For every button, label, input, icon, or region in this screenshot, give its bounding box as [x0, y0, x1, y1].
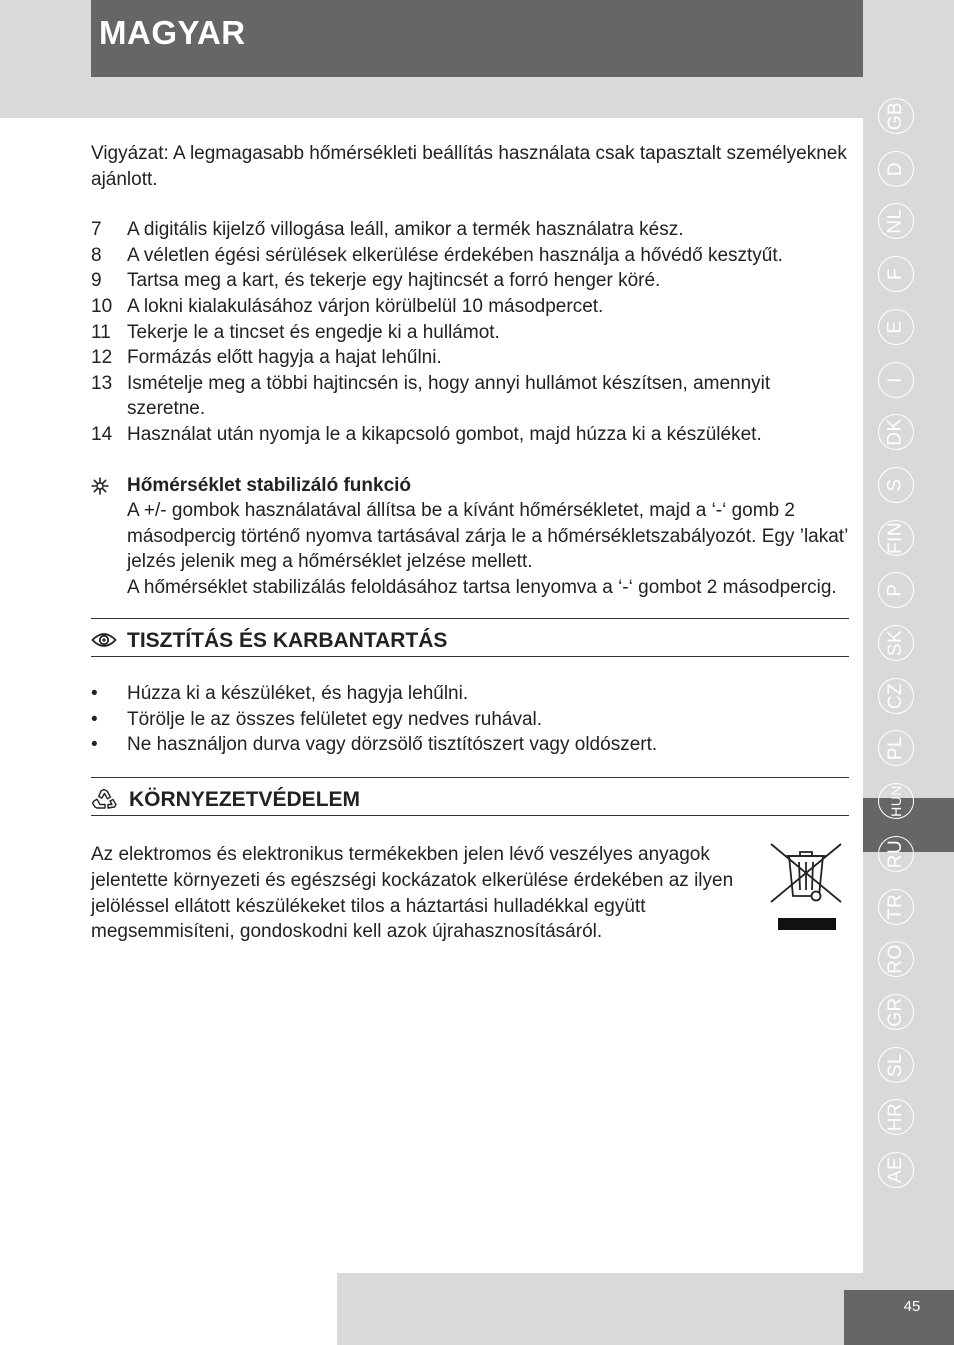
step-text: Formázás előtt hagyja a hajat lehűlni.: [127, 347, 442, 369]
list-item: [91, 268, 849, 294]
tab-cz[interactable]: [878, 678, 914, 714]
steps-list: [91, 217, 849, 447]
tab-label: NL: [884, 208, 906, 235]
list-item: [91, 732, 849, 758]
recycle-icon: [91, 788, 129, 812]
tab-hun[interactable]: [878, 783, 914, 819]
step-number: 10: [91, 295, 113, 317]
environment-text: Az elektromos és elektronikus termékekben jelen lévő veszélyes anyagok jelentette környezeti és egészségi kockázatok elkerülése érdekében az ilyen jelöléssel ellátott készülékeket tilos a háztartási hulladékkal együtt megsemmisíteni, gondoskodni kell azok újrahasznosításáról.: [91, 844, 734, 943]
tab-label: S: [885, 478, 906, 492]
environment-block: [91, 842, 849, 944]
tab-ru[interactable]: [878, 836, 914, 872]
step-number: 13: [91, 372, 113, 394]
tab-label: GR: [885, 997, 906, 1027]
tab-label: RO: [885, 944, 906, 974]
step-number: 14: [91, 423, 113, 445]
page-number: 45: [903, 1298, 921, 1315]
tab-s[interactable]: [878, 467, 914, 503]
feature-block: [91, 473, 849, 601]
tab-d[interactable]: [878, 151, 914, 187]
list-item: [91, 243, 849, 269]
step-number: 11: [91, 321, 111, 343]
tab-dk[interactable]: [878, 414, 914, 450]
list-item: [91, 681, 849, 707]
tab-label: SL: [885, 1052, 906, 1077]
tab-tr[interactable]: [878, 889, 914, 925]
tab-label: D: [884, 161, 906, 176]
tab-label: HUN: [888, 785, 904, 818]
tab-i[interactable]: [878, 362, 914, 398]
step-number: 7: [91, 219, 102, 241]
cleaning-item-text: Törölje le az összes felületet egy nedves ruhával.: [127, 708, 543, 730]
tab-ro[interactable]: [878, 941, 914, 977]
environment-title: KÖRNYEZETVÉDELEM: [129, 787, 361, 811]
tab-label: AE: [884, 1156, 906, 1184]
bullet: •: [91, 683, 98, 705]
list-item: [91, 371, 849, 422]
tab-f[interactable]: [878, 256, 914, 292]
step-text: A digitális kijelző villogása leáll, amikor a termék használatra kész.: [127, 219, 684, 241]
weee-crossed-bin-icon: [769, 842, 843, 942]
bullet: •: [91, 708, 98, 730]
bullet: •: [91, 734, 98, 756]
tab-gr[interactable]: [878, 994, 914, 1030]
list-item: [91, 294, 849, 320]
cleaning-heading: [91, 618, 849, 658]
tab-fin[interactable]: [878, 520, 914, 556]
step-number: 9: [91, 270, 102, 292]
list-item: [91, 707, 849, 733]
feature-title: Hőmérséklet stabilizáló funkció: [127, 474, 412, 496]
tab-label: RU: [884, 839, 906, 869]
step-text: Használat után nyomja le a kikapcsoló gombot, majd húzza ki a készüléket.: [127, 423, 762, 445]
tab-sl[interactable]: [878, 1047, 914, 1083]
step-number: 8: [91, 244, 102, 266]
step-text: Tartsa meg a kart, és tekerje egy hajtincsét a forró henger köré.: [127, 270, 661, 292]
tab-label: PL: [885, 736, 906, 761]
list-item: [91, 422, 849, 448]
tab-label: GB: [884, 101, 906, 131]
cleaning-item-text: Húzza ki a készüléket, és hagyja lehűlni.: [127, 683, 469, 705]
cleaning-item-text: Ne használjon durva vagy dörzsölő tisztítószert vagy oldószert.: [127, 734, 658, 756]
tab-label: SK: [884, 629, 906, 657]
main-content: [91, 141, 849, 945]
tab-label: F: [884, 268, 906, 281]
tab-e[interactable]: [878, 309, 914, 345]
feature-paragraph-2: A hőmérséklet stabilizálás feloldásához tartsa lenyomva a ‘-‘ gombot 2 másodpercig.: [127, 576, 837, 598]
step-text: Ismételje meg a többi hajtincsén is, hogy annyi hullámot készítsen, amennyit szeretne.: [127, 372, 771, 420]
tab-label: TR: [884, 893, 906, 920]
tab-label: HR: [884, 1103, 906, 1132]
tab-label: E: [885, 320, 906, 334]
step-text: Tekerje le a tincset és engedje ki a hullámot.: [127, 321, 500, 343]
tab-ae[interactable]: [878, 1152, 914, 1188]
cleaning-list: [91, 681, 849, 758]
tab-label: I: [885, 376, 906, 383]
eye-icon: [91, 631, 127, 649]
list-item: [91, 217, 849, 243]
feature-paragraph-1: A +/- gombok használatával állítsa be a kívánt hőmérsékletet, majd a ‘-‘ gomb 2 másodpercig történő nyomva tartásával zárja le a hőmérsékletszabályozót. Egy ’lakat’ jelzés jelenik meg a hőmérséklet jelzése mellett.: [127, 500, 848, 573]
step-number: 12: [91, 347, 113, 369]
tab-label: FIN: [884, 521, 906, 554]
intro-warning: Vigyázat: A legmagasabb hőmérsékleti beállítás használata csak tapasztalt személyeknek ajánlott.: [91, 143, 847, 190]
page-title: MAGYAR: [99, 14, 246, 51]
environment-heading: [91, 777, 849, 817]
tab-label: DK: [885, 418, 906, 446]
tab-label: P: [885, 583, 906, 597]
tab-gb[interactable]: [878, 98, 914, 134]
step-text: A véletlen égési sérülések elkerülése érdekében használja a hővédő kesztyűt.: [127, 244, 783, 266]
list-item: [91, 320, 849, 346]
sparkle-icon: [91, 473, 127, 601]
cleaning-title: TISZTÍTÁS ÉS KARBANTARTÁS: [127, 628, 448, 652]
list-item: [91, 345, 849, 371]
tab-sk[interactable]: [878, 625, 914, 661]
step-text: A lokni kialakulásához várjon körülbelül 10 másodpercet.: [127, 295, 604, 317]
tab-label: CZ: [884, 682, 906, 709]
page-right-band: [863, 0, 954, 1345]
